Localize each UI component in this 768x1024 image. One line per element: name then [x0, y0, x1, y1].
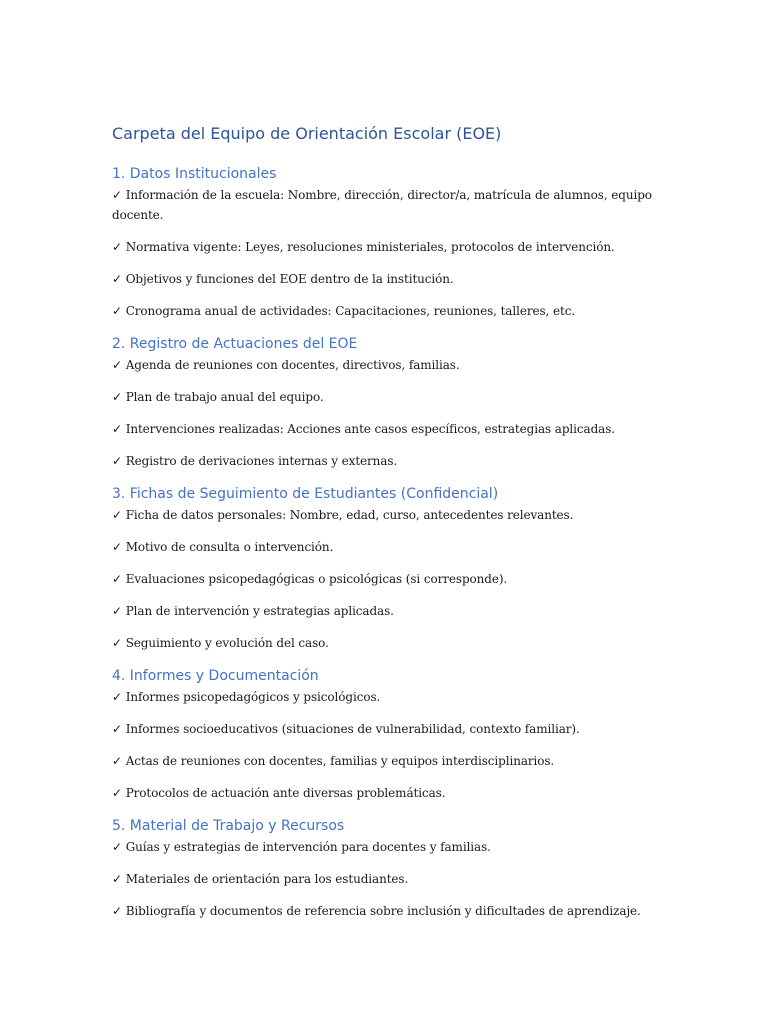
- list-item-text: Seguimiento y evolución del caso.: [125, 636, 329, 650]
- checkmark-icon: ✓: [112, 188, 122, 202]
- list-item: [112, 237, 657, 257]
- checkmark-icon: ✓: [112, 572, 122, 586]
- checkmark-icon: ✓: [112, 722, 122, 736]
- list-item-text: Materiales de orientación para los estudiantes.: [125, 872, 409, 886]
- list-item: [112, 751, 657, 771]
- checkmark-icon: ✓: [112, 272, 122, 286]
- list-item-text: Ficha de datos personales: Nombre, edad, curso, antecedentes relevantes.: [125, 508, 574, 522]
- section-4: [112, 665, 657, 803]
- list-item-text: Guías y estrategias de intervención para docentes y familias.: [125, 840, 491, 854]
- list-item: [112, 387, 657, 407]
- section-heading: 5. Material de Trabajo y Recursos: [112, 818, 345, 834]
- list-item-text: Plan de intervención y estrategias aplicadas.: [125, 604, 394, 618]
- checkmark-icon: ✓: [112, 390, 122, 404]
- list-item: [112, 355, 657, 375]
- list-item-text: Plan de trabajo anual del equipo.: [125, 390, 324, 404]
- list-item-text: Agenda de reuniones con docentes, directivos, familias.: [125, 358, 460, 372]
- section-2: [112, 333, 657, 471]
- section-heading: 3. Fichas de Seguimiento de Estudiantes (Confidencial): [112, 486, 499, 502]
- list-item-text: Protocolos de actuación ante diversas problemáticas.: [125, 786, 446, 800]
- section-5: [112, 815, 657, 921]
- list-item: [112, 901, 657, 921]
- checkmark-icon: ✓: [112, 904, 122, 918]
- list-item-text: Informes socioeducativos (situaciones de vulnerabilidad, contexto familiar).: [125, 722, 580, 736]
- list-item: [112, 633, 657, 653]
- checkmark-icon: ✓: [112, 454, 122, 468]
- list-item-text: Evaluaciones psicopedagógicas o psicológicas (si corresponde).: [125, 572, 508, 586]
- list-item-text: Objetivos y funciones del EOE dentro de la institución.: [125, 272, 454, 286]
- checkmark-icon: ✓: [112, 304, 122, 318]
- list-item-text: Motivo de consulta o intervención.: [125, 540, 334, 554]
- list-item: [112, 569, 657, 589]
- checkmark-icon: ✓: [112, 508, 122, 522]
- list-item-text: Bibliografía y documentos de referencia sobre inclusión y dificultades de aprendizaje.: [125, 904, 641, 918]
- section-1: [112, 163, 657, 321]
- list-item-text: Intervenciones realizadas: Acciones ante casos específicos, estrategias aplicadas.: [125, 422, 615, 436]
- checkmark-icon: ✓: [112, 840, 122, 854]
- list-item: [112, 505, 657, 525]
- document-sections: [112, 163, 657, 921]
- checkmark-icon: ✓: [112, 786, 122, 800]
- list-item: [112, 419, 657, 439]
- list-item-text: Información de la escuela: Nombre, dirección, director/a, matrícula de alumnos, equipo docente.: [112, 188, 652, 222]
- document-title: Carpeta del Equipo de Orientación Escolar (EOE): [112, 124, 502, 143]
- checkmark-icon: ✓: [112, 540, 122, 554]
- list-item: [112, 601, 657, 621]
- section-heading: 1. Datos Institucionales: [112, 166, 277, 182]
- list-item: [112, 301, 657, 321]
- list-item: [112, 269, 657, 289]
- section-heading: 4. Informes y Documentación: [112, 668, 319, 684]
- checkmark-icon: ✓: [112, 358, 122, 372]
- list-item: [112, 837, 657, 857]
- document-page: [112, 122, 657, 933]
- list-item: [112, 185, 657, 225]
- checkmark-icon: ✓: [112, 754, 122, 768]
- checkmark-icon: ✓: [112, 636, 122, 650]
- list-item: [112, 687, 657, 707]
- list-item-text: Cronograma anual de actividades: Capacitaciones, reuniones, talleres, etc.: [125, 304, 576, 318]
- list-item: [112, 783, 657, 803]
- list-item-text: Registro de derivaciones internas y externas.: [125, 454, 398, 468]
- section-heading: 2. Registro de Actuaciones del EOE: [112, 336, 358, 352]
- list-item: [112, 719, 657, 739]
- checkmark-icon: ✓: [112, 422, 122, 436]
- list-item-text: Actas de reuniones con docentes, familias y equipos interdisciplinarios.: [125, 754, 555, 768]
- checkmark-icon: ✓: [112, 604, 122, 618]
- section-3: [112, 483, 657, 653]
- checkmark-icon: ✓: [112, 240, 122, 254]
- checkmark-icon: ✓: [112, 872, 122, 886]
- list-item: [112, 869, 657, 889]
- list-item: [112, 537, 657, 557]
- list-item: [112, 451, 657, 471]
- checkmark-icon: ✓: [112, 690, 122, 704]
- list-item-text: Informes psicopedagógicos y psicológicos.: [125, 690, 381, 704]
- list-item-text: Normativa vigente: Leyes, resoluciones ministeriales, protocolos de intervención.: [125, 240, 615, 254]
